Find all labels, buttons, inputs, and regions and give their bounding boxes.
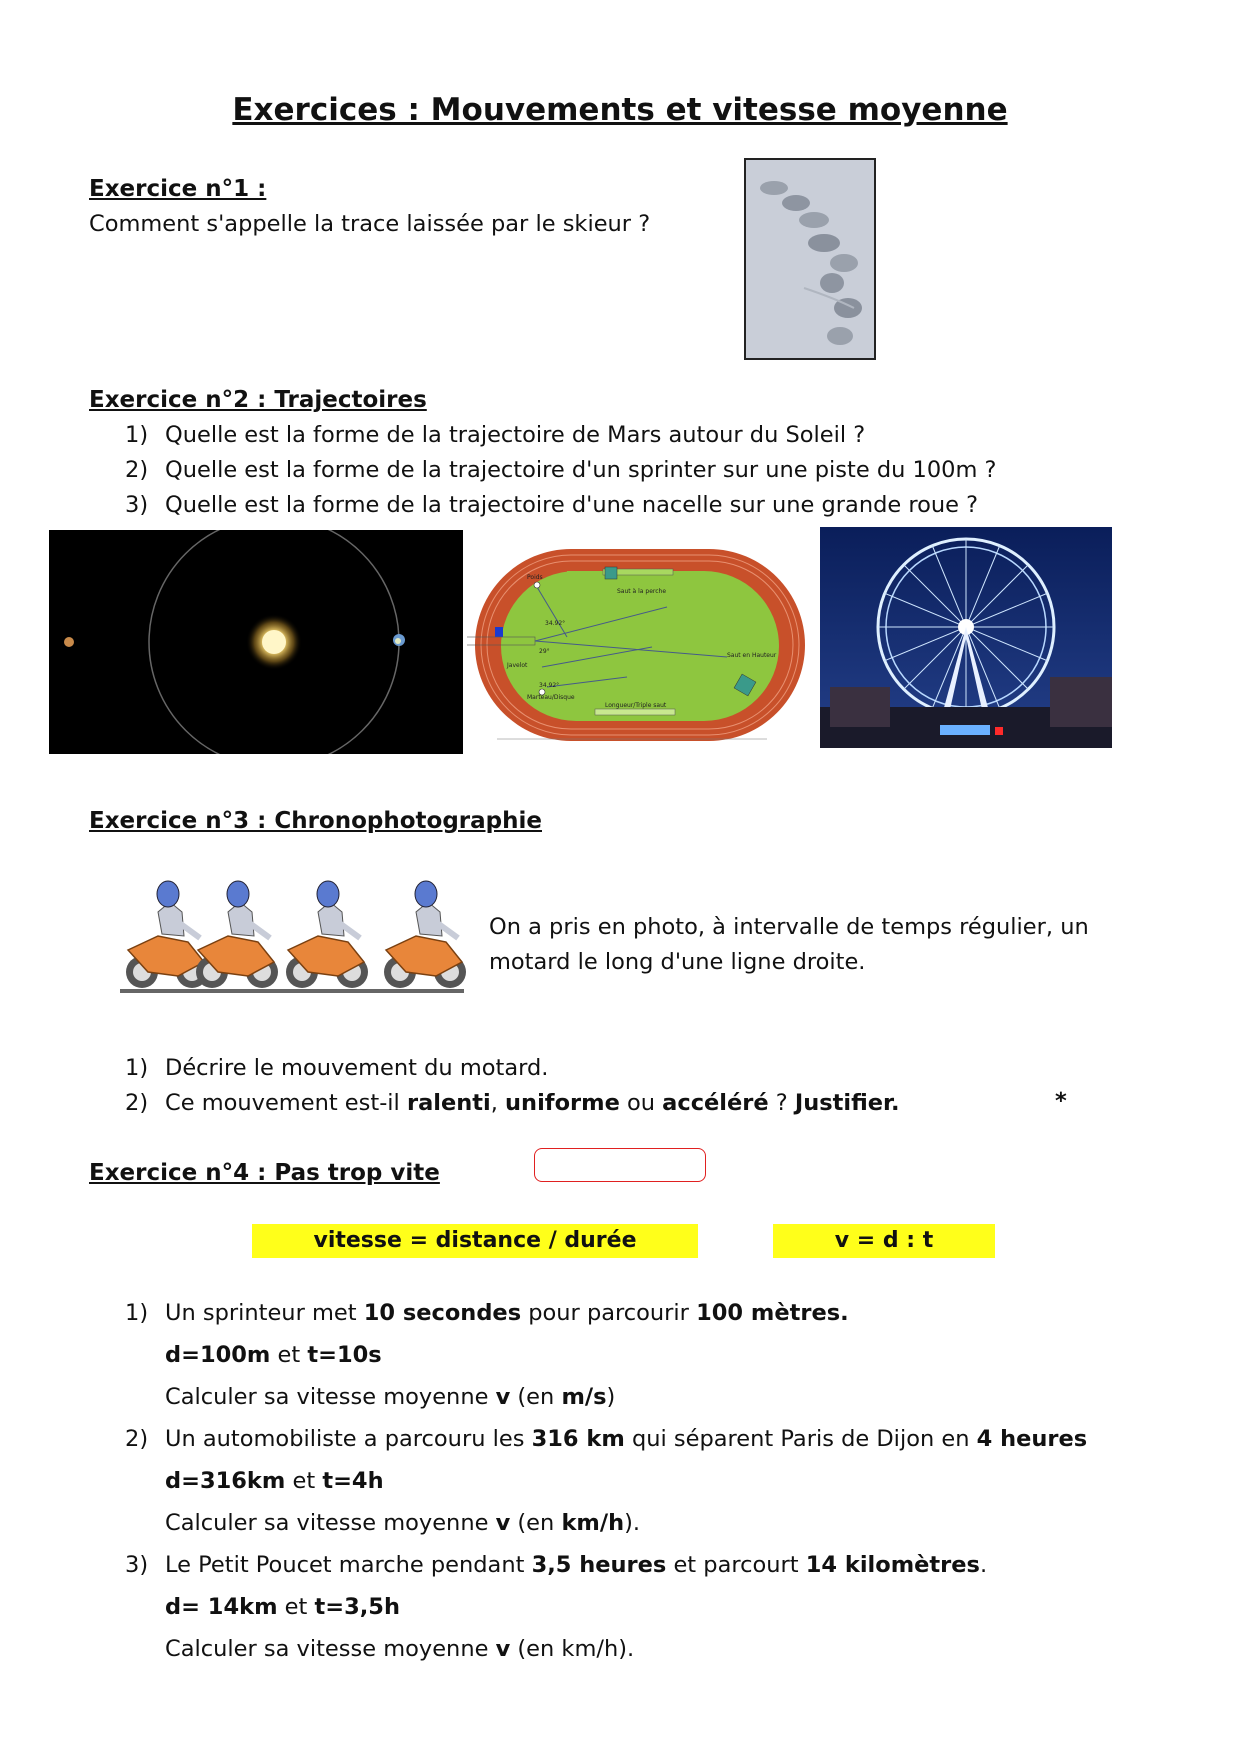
ex2-item-2-text: Quelle est la forme de la trajectoire d'un sprinter sur une piste du 100m ? bbox=[165, 457, 997, 483]
page-title: Exercices : Mouvements et vitesse moyenne bbox=[232, 92, 1008, 128]
ex4-item-3-line-3: Calculer sa vitesse moyenne v (en km/h). bbox=[165, 1636, 635, 1662]
ex3-q2-number: 2) bbox=[125, 1090, 149, 1116]
ex4-item-2-line-3: Calculer sa vitesse moyenne v (en km/h). bbox=[165, 1510, 641, 1536]
stadium-label-disque: Marteau/Disque bbox=[527, 694, 575, 701]
asterisk-mark: * bbox=[1055, 1088, 1067, 1114]
ex4-item-3-line-2: d= 14km et t=3,5h bbox=[165, 1594, 400, 1620]
ex2-item-3-text: Quelle est la forme de la trajectoire d'une nacelle sur une grande roue ? bbox=[165, 492, 979, 518]
exercise-4-heading: Exercice n°4 : Pas trop vite bbox=[89, 1160, 440, 1186]
ex3-description-line-1: On a pris en photo, à intervalle de temps régulier, un bbox=[489, 914, 1089, 940]
ex2-item-1-number: 1) bbox=[125, 422, 149, 448]
ex2-item-2-number: 2) bbox=[125, 457, 149, 483]
mars-orbit-image bbox=[49, 530, 463, 754]
ex4-item-2-line-2: d=316km et t=4h bbox=[165, 1468, 384, 1494]
stadium-angle-3: 34.92° bbox=[539, 682, 560, 689]
ex4-item-2-number: 2) bbox=[125, 1426, 149, 1452]
stadium-angle-1: 34.92° bbox=[545, 620, 566, 627]
exercise-2-heading: Exercice n°2 : Trajectoires bbox=[89, 387, 427, 413]
ex3-q1-text: Décrire le mouvement du motard. bbox=[165, 1055, 549, 1081]
ferris-wheel-image bbox=[820, 527, 1112, 748]
stadium-label-longueur: Longueur/Triple saut bbox=[605, 702, 667, 709]
exercise-1-question: Comment s'appelle la trace laissée par le skieur ? bbox=[89, 211, 651, 237]
ex3-q1-number: 1) bbox=[125, 1055, 149, 1081]
ex4-item-1-line-2: d=100m et t=10s bbox=[165, 1342, 382, 1368]
ex2-item-3-number: 3) bbox=[125, 492, 149, 518]
exercise-1-heading: Exercice n°1 : bbox=[89, 176, 267, 202]
exercise-3-heading: Exercice n°3 : Chronophotographie bbox=[89, 808, 542, 834]
formula-words-highlight: vitesse = distance / durée bbox=[252, 1224, 698, 1258]
stadium-label-perche: Saut à la perche bbox=[617, 588, 667, 595]
ex4-item-1-line-3: Calculer sa vitesse moyenne v (en m/s) bbox=[165, 1384, 616, 1410]
stadium-label-javelot: Javelot bbox=[507, 662, 528, 669]
stadium-track-image bbox=[467, 527, 812, 752]
ex4-item-1-line-1: Un sprinteur met 10 secondes pour parcourir 100 mètres. bbox=[165, 1300, 849, 1326]
red-empty-box bbox=[534, 1148, 706, 1182]
ex3-description-line-2: motard le long d'une ligne droite. bbox=[489, 949, 866, 975]
formula-symbols-highlight: v = d : t bbox=[773, 1224, 995, 1258]
ex2-item-1-text: Quelle est la forme de la trajectoire de Mars autour du Soleil ? bbox=[165, 422, 866, 448]
ex4-item-3-line-1: Le Petit Poucet marche pendant 3,5 heures et parcourt 14 kilomètres. bbox=[165, 1552, 988, 1578]
stadium-label-hauteur: Saut en Hauteur bbox=[727, 652, 777, 659]
ex3-q2-text: Ce mouvement est-il ralenti, uniforme ou accéléré ? Justifier. bbox=[165, 1090, 900, 1116]
ski-tracks-photo bbox=[744, 158, 876, 360]
stadium-label-poids: Poids bbox=[527, 574, 543, 581]
motorcycle-chronophotography bbox=[118, 872, 470, 1022]
ex4-item-1-number: 1) bbox=[125, 1300, 149, 1326]
ex4-item-2-line-1: Un automobiliste a parcouru les 316 km qui séparent Paris de Dijon en 4 heures bbox=[165, 1426, 1088, 1452]
stadium-angle-2: 29° bbox=[539, 648, 550, 655]
ex4-item-3-number: 3) bbox=[125, 1552, 149, 1578]
